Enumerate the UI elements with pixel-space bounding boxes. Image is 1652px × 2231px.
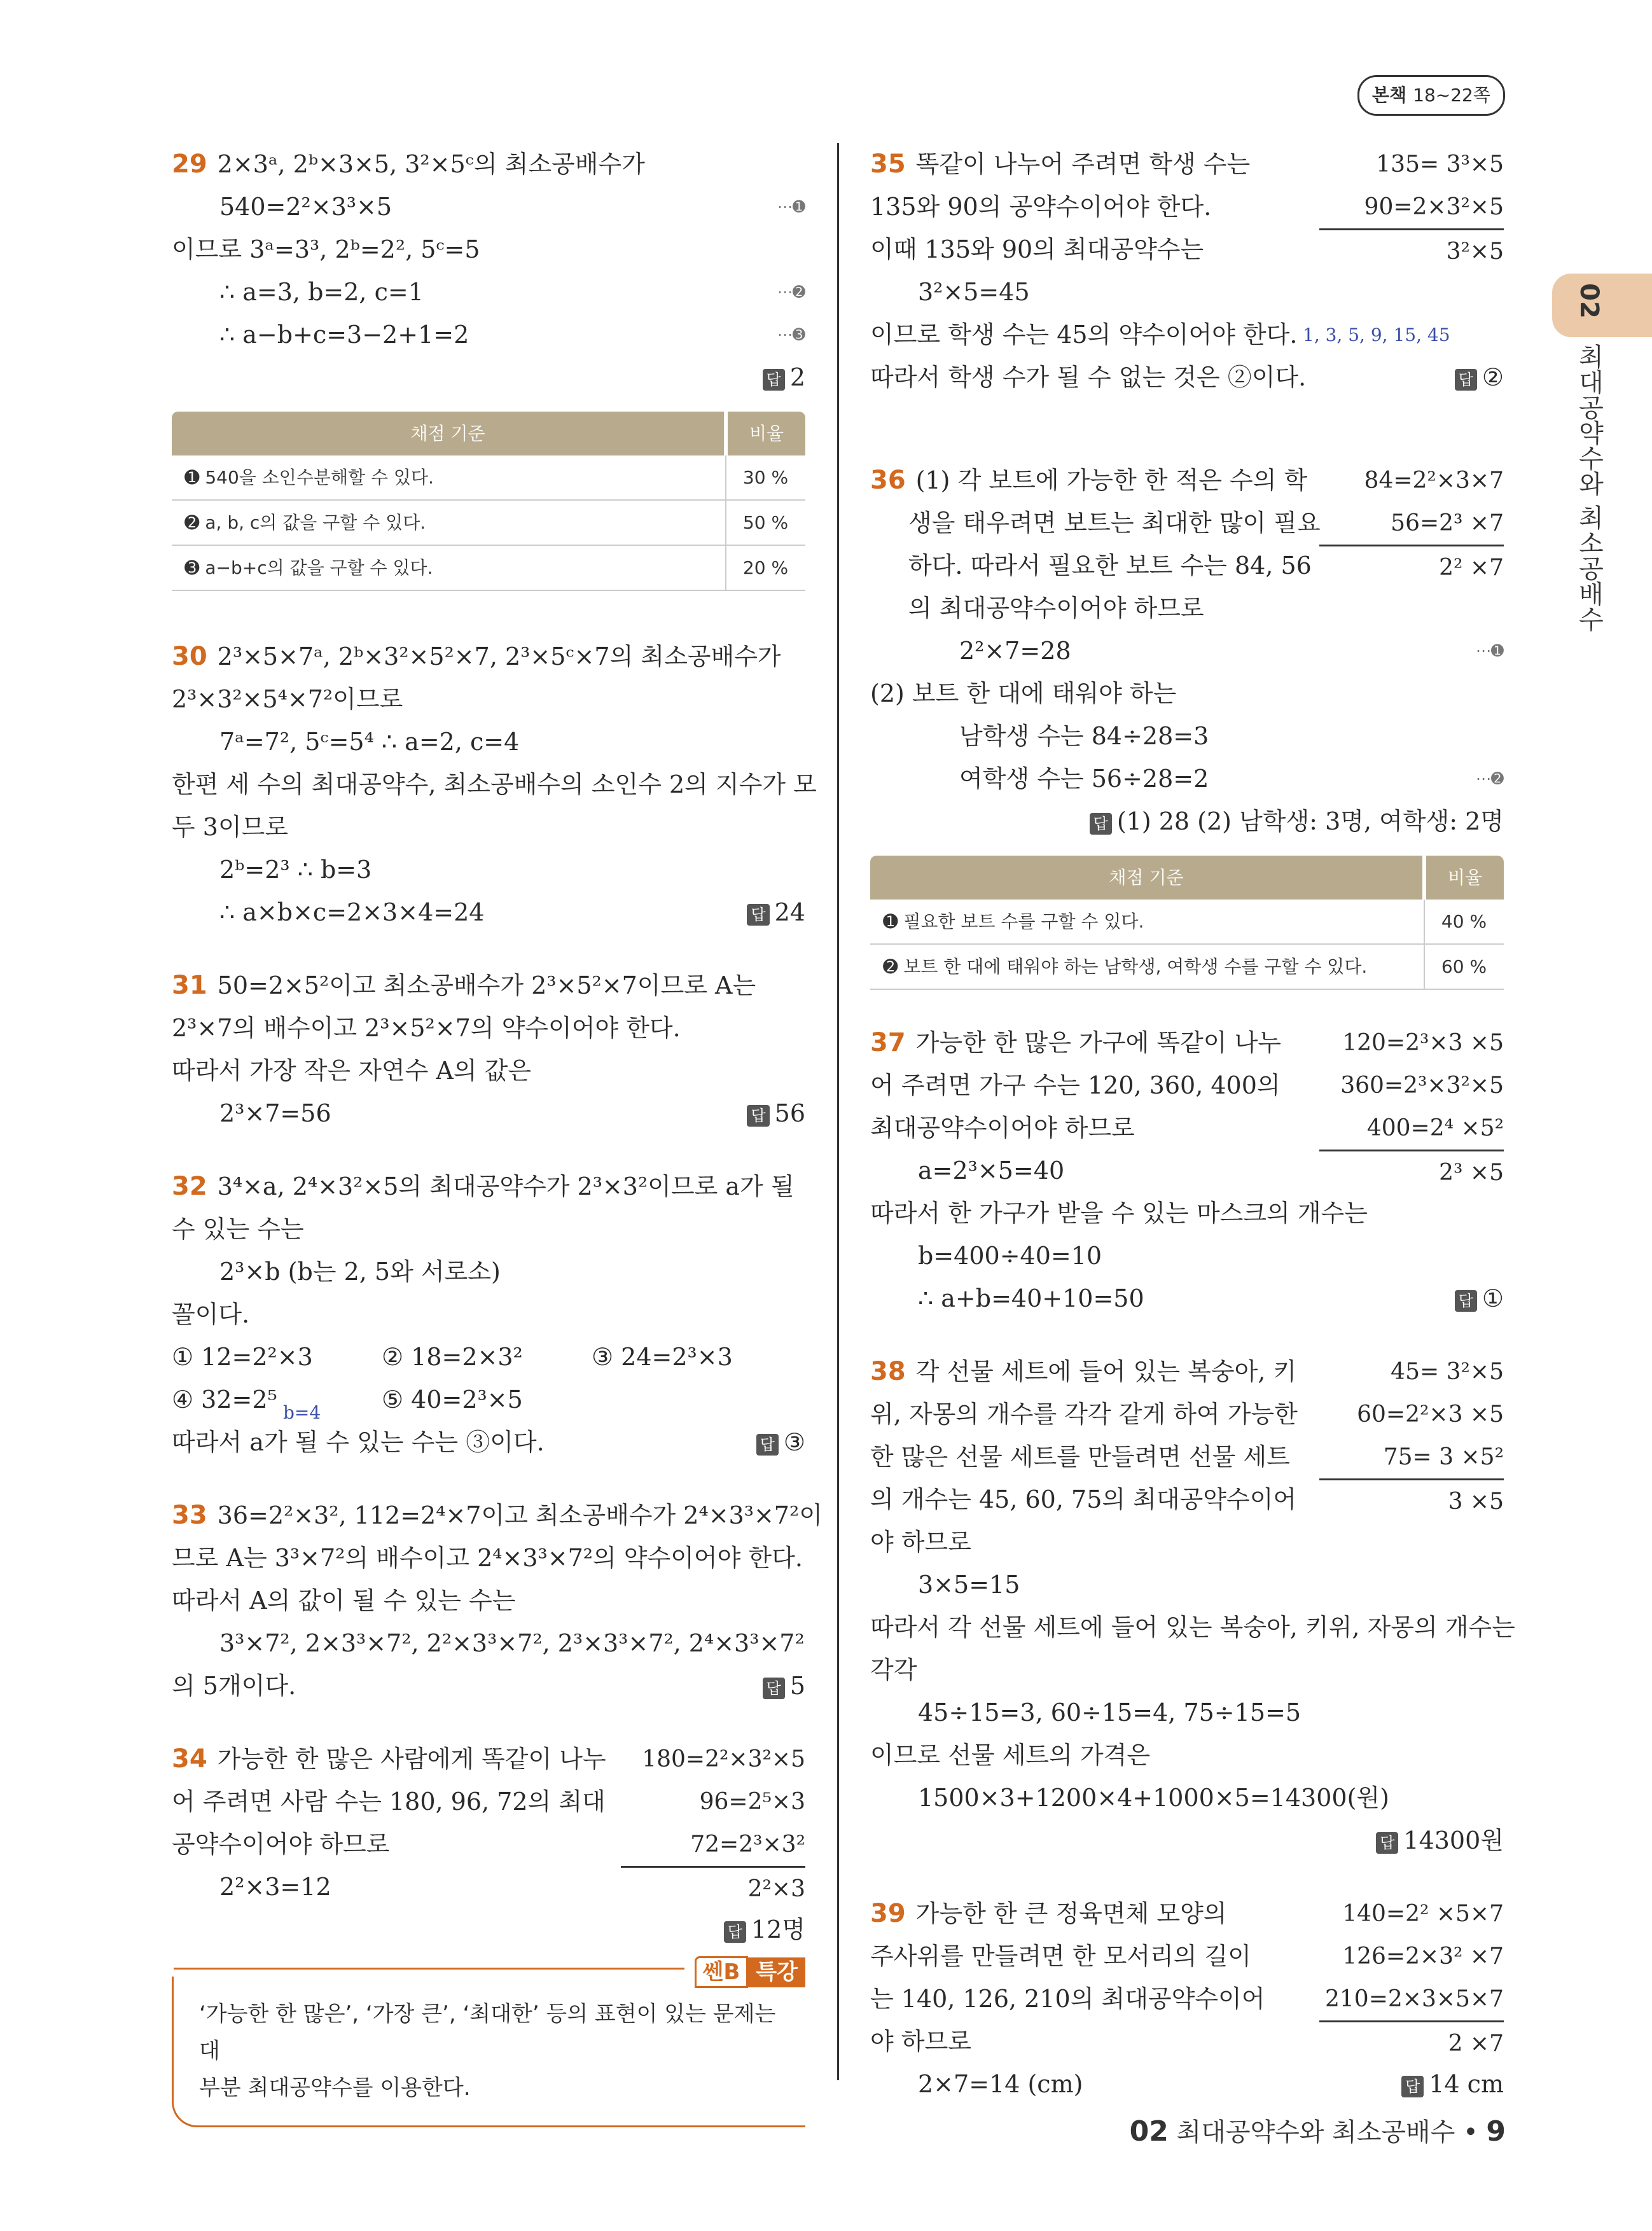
gcd-calculation — [1319, 1351, 1504, 1523]
answer-icon: 답 — [763, 1678, 785, 1699]
book-label: 본책 — [1372, 85, 1407, 106]
criteria-text: ➋ 보트 한 대에 태워야 하는 남학생, 여학생 수를 구할 수 있다. — [870, 944, 1424, 989]
text-line: 따라서 가장 작은 자연수 A의 값은 — [172, 1057, 532, 1085]
calc-row: 126=2×3² ×7 — [1342, 1943, 1504, 1970]
step-marker: ⋯➊ — [1475, 642, 1504, 660]
answer-icon: 답 — [763, 369, 785, 391]
column-divider — [837, 143, 839, 2080]
footer-separator: • — [1463, 2118, 1478, 2147]
text-line: 따라서 한 가구가 받을 수 있는 마스크의 개수는 — [870, 1199, 1368, 1227]
problem-35 — [870, 143, 1504, 399]
text-line: ∴ a=3, b=2, c=1 — [219, 278, 424, 306]
text-line: 최대공약수이어야 하므로 — [870, 1114, 1135, 1142]
book-pages: 18~22쪽 — [1413, 85, 1490, 106]
problem-29 — [172, 143, 805, 591]
text-line: 7ᵃ=7², 5ᶜ=5⁴ ∴ a=2, c=4 — [219, 728, 520, 756]
text-line: 3²×5=45 — [918, 278, 1030, 306]
text-line: 남학생 수는 84÷28=3 — [959, 722, 1209, 750]
option-3: ③ 24=2³×3 — [592, 1343, 733, 1371]
text-line: (2) 보트 한 대에 태워야 하는 — [870, 679, 1177, 707]
answer-value: ② — [1482, 363, 1504, 391]
step-marker: ⋯➊ — [777, 198, 805, 216]
text-line: 각각 — [870, 1656, 917, 1684]
text-line: a=2³×5=40 — [918, 1157, 1065, 1185]
text-line: 위, 자몽의 개수를 각각 같게 하여 가능한 — [870, 1400, 1298, 1428]
text-line: 의 최대공약수이어야 하므로 — [908, 594, 1204, 622]
criteria-row — [870, 900, 1504, 944]
answer-value: ③ — [783, 1428, 805, 1456]
answer-icon: 답 — [747, 1105, 769, 1127]
text-line: 여학생 수는 56÷28=2 — [959, 765, 1209, 793]
text-line: 의 5개이다. — [172, 1672, 296, 1700]
handwritten-note: b=4 — [283, 1402, 321, 1423]
text-line: 두 3이므로 — [172, 813, 289, 841]
tip-header — [695, 1954, 805, 1991]
calc-result: 2²×3 — [621, 1866, 805, 1910]
calc-result: 2² ×7 — [1319, 545, 1504, 589]
text-line: 따라서 a가 될 수 있는 수는 ③이다. — [172, 1428, 545, 1456]
problem-30 — [172, 636, 817, 934]
text-line: 야 하므로 — [870, 2027, 971, 2055]
text-line: ∴ a−b+c=3−2+1=2 — [219, 321, 469, 349]
chapter-tab-title: 최대공약수와 최소공배수 — [1574, 344, 1604, 632]
right-column — [870, 143, 1515, 2136]
calc-row: 135= 3³×5 — [1376, 151, 1504, 177]
problem-31 — [172, 964, 805, 1135]
text-line: 540=2²×3³×5 — [219, 193, 392, 221]
step-marker: ⋯➋ — [777, 283, 805, 301]
criteria-ratio: 30 % — [726, 455, 805, 500]
option-2: ② 18=2×3² — [382, 1343, 523, 1371]
criteria-ratio: 20 % — [726, 545, 805, 590]
calc-row: 120=2³×3 ×5 — [1342, 1030, 1504, 1056]
textbook-page-reference — [1357, 75, 1505, 116]
text-line: 꼴이다. — [172, 1300, 250, 1328]
calc-result: 3²×5 — [1319, 228, 1504, 273]
option-5: ⑤ 40=2³×5 — [382, 1386, 523, 1414]
gcd-calculation — [1319, 143, 1504, 273]
text-line: 한 많은 선물 세트를 만들려면 선물 세트 — [870, 1443, 1290, 1471]
text-line: 3⁴×a, 2⁴×3²×5의 최대공약수가 2³×3²이므로 a가 될 — [217, 1172, 795, 1200]
criteria-row — [172, 455, 805, 500]
text-line: 어 주려면 사람 수는 180, 96, 72의 최대 — [172, 1788, 606, 1816]
grading-criteria-table — [870, 856, 1504, 990]
text-line: 야 하므로 — [870, 1528, 971, 1556]
answer-icon: 답 — [1455, 1290, 1477, 1312]
problem-37 — [870, 1022, 1504, 1320]
calc-row: 400=2⁴ ×5² — [1366, 1115, 1504, 1141]
left-column — [172, 143, 823, 2158]
problem-number: 32 — [172, 1172, 207, 1201]
text-line: 135와 90의 공약수이어야 한다. — [870, 193, 1212, 221]
footer-chapter-title: 최대공약수와 최소공배수 — [1176, 2118, 1455, 2147]
answer-value: ① — [1482, 1284, 1504, 1312]
answer-value: 14 cm — [1429, 2070, 1504, 2098]
criteria-row — [172, 500, 805, 545]
text-line: 이때 135와 90의 최대공약수는 — [870, 235, 1204, 263]
calc-row: 140=2² ×5×7 — [1342, 1901, 1504, 1927]
problem-number: 38 — [870, 1357, 906, 1386]
text-line: 가능한 한 많은 사람에게 똑같이 나누 — [217, 1745, 606, 1773]
answer-icon: 답 — [1455, 369, 1477, 391]
text-line: ∴ a×b×c=2×3×4=24 — [219, 898, 485, 926]
handwritten-note: 1, 3, 5, 9, 15, 45 — [1303, 324, 1450, 345]
text-line: 이므로 선물 세트의 가격은 — [870, 1741, 1151, 1769]
gcd-calculation — [621, 1738, 805, 1910]
problem-36 — [870, 459, 1504, 990]
problem-33 — [172, 1494, 823, 1707]
answer-value: 2 — [789, 363, 805, 391]
answer-value: 56 — [774, 1099, 805, 1127]
text-line: 공약수이어야 하므로 — [172, 1830, 390, 1858]
text-line: 따라서 각 선물 세트에 들어 있는 복숭아, 키위, 자몽의 개수는 — [870, 1613, 1515, 1641]
tip-border — [174, 1968, 684, 1970]
calc-row: 84=2²×3×7 — [1364, 468, 1504, 494]
problem-number: 36 — [870, 466, 906, 495]
problem-number: 29 — [172, 149, 207, 179]
text-line: 2×7=14 (cm) — [918, 2070, 1083, 2098]
calc-row: 90=2×3²×5 — [1364, 194, 1504, 220]
problem-38 — [870, 1351, 1515, 1862]
criteria-header: 채점 기준 — [870, 856, 1424, 900]
text-line: 따라서 A의 값이 될 수 있는 수는 — [172, 1587, 516, 1615]
text-line: 므로 A는 3³×7²의 배수이고 2⁴×3³×7²의 약수이어야 한다. — [172, 1544, 803, 1572]
step-marker: ⋯➌ — [777, 326, 805, 344]
text-line: 하다. 따라서 필요한 보트 수는 84, 56 — [908, 552, 1312, 580]
answer-value: 5 — [789, 1672, 805, 1700]
answer-value: 12명 — [751, 1915, 805, 1943]
tip-tag-brand: 쎈B — [695, 1956, 749, 1988]
text-line: 2³×b (b는 2, 5와 서로소) — [219, 1258, 501, 1286]
answer-icon: 답 — [1376, 1832, 1398, 1854]
ratio-header: 비율 — [726, 412, 805, 455]
text-line: 2³×5×7ᵃ, 2ᵇ×3²×5²×7, 2³×5ᶜ×7의 최소공배수가 — [217, 643, 781, 671]
calc-row: 56=2³ ×7 — [1391, 510, 1504, 536]
problem-32 — [172, 1165, 805, 1464]
calc-result: 2³ ×5 — [1319, 1150, 1504, 1194]
text-line: 똑같이 나누어 주려면 학생 수는 — [915, 150, 1251, 178]
calc-row: 45= 3²×5 — [1391, 1359, 1504, 1385]
text-line: 2³×3²×5⁴×7²이므로 — [172, 685, 403, 713]
problem-39 — [870, 1893, 1504, 2106]
criteria-header: 채점 기준 — [172, 412, 726, 455]
text-line: 생을 태우려면 보트는 최대한 많이 필요 — [908, 509, 1321, 537]
text-line: 따라서 학생 수가 될 수 없는 것은 ②이다. — [870, 363, 1307, 391]
criteria-ratio: 40 % — [1424, 900, 1504, 944]
criteria-text: ➋ a, b, c의 값을 구할 수 있다. — [172, 500, 726, 545]
text-line: 2ᵇ=2³ ∴ b=3 — [219, 856, 372, 884]
text-line: 이므로 3ᵃ=3³, 2ᵇ=2², 5ᶜ=5 — [172, 235, 480, 263]
answer-icon: 답 — [1090, 813, 1112, 835]
problem-number: 37 — [870, 1028, 906, 1057]
text-line: 1500×3+1200×4+1000×5=14300(원) — [918, 1784, 1389, 1812]
criteria-text: ➊ 필요한 보트 수를 구할 수 있다. — [870, 900, 1424, 944]
gcd-calculation — [1319, 1022, 1504, 1194]
text-line: 2×3ᵃ, 2ᵇ×3×5, 3²×5ᶜ의 최소공배수가 — [217, 150, 645, 178]
text-line: 2³×7의 배수이고 2³×5²×7의 약수이어야 한다. — [172, 1014, 681, 1042]
text-line: 는 140, 126, 210의 최대공약수이어 — [870, 1985, 1265, 2013]
criteria-row — [870, 944, 1504, 989]
text-line: 이므로 학생 수는 45의 약수이어야 한다. — [870, 321, 1298, 349]
calc-result: 2 ×7 — [1319, 2020, 1504, 2065]
problem-number: 33 — [172, 1501, 207, 1530]
problem-number: 34 — [172, 1744, 207, 1774]
text-line: 45÷15=3, 60÷15=4, 75÷15=5 — [918, 1699, 1301, 1727]
tip-text: ‘가능한 한 많은’, ‘가장 큰’, ‘최대한’ 등의 표현이 있는 문제는 대 — [199, 2001, 776, 2064]
answer-icon: 답 — [756, 1434, 779, 1456]
calc-row: 210=2×3×5×7 — [1325, 1986, 1504, 2012]
page-footer — [1130, 2112, 1506, 2148]
text-line: 3×5=15 — [918, 1571, 1020, 1599]
text-line: (1) 각 보트에 가능한 한 적은 수의 학 — [915, 466, 1308, 494]
criteria-text: ➊ 540을 소인수분해할 수 있다. — [172, 455, 726, 500]
calc-row: 60=2²×3 ×5 — [1357, 1401, 1504, 1428]
text-line: 의 개수는 45, 60, 75의 최대공약수이어 — [870, 1485, 1297, 1513]
option-4: ④ 32=2⁵ — [172, 1386, 277, 1414]
tip-box — [172, 1959, 805, 2127]
text-line: 어 주려면 가구 수는 120, 360, 400의 — [870, 1071, 1281, 1099]
problem-number: 30 — [172, 642, 207, 671]
answer-value: 24 — [774, 898, 805, 926]
answer-value: (1) 28 (2) 남학생: 3명, 여학생: 2명 — [1116, 807, 1504, 835]
text-line: 50=2×5²이고 최소공배수가 2³×5²×7이므로 A는 — [217, 971, 756, 999]
chapter-tab-number: 02 — [1574, 283, 1604, 319]
grading-criteria-table — [172, 412, 805, 591]
gcd-calculation — [1319, 1893, 1504, 2065]
answer-value: 14300원 — [1403, 1826, 1504, 1854]
answer-icon: 답 — [1401, 2076, 1424, 2097]
text-line: 각 선물 세트에 들어 있는 복숭아, 키 — [915, 1358, 1297, 1386]
text-line: 가능한 한 큰 정육면체 모양의 — [915, 1900, 1227, 1928]
criteria-ratio: 50 % — [726, 500, 805, 545]
gcd-calculation — [1319, 459, 1504, 589]
text-line: 2²×3=12 — [219, 1873, 331, 1901]
criteria-ratio: 60 % — [1424, 944, 1504, 989]
text-line: 2²×7=28 — [959, 637, 1071, 665]
text-line: 2³×7=56 — [219, 1099, 331, 1127]
text-line: ∴ a+b=40+10=50 — [918, 1284, 1144, 1312]
calc-row: 72=2³×3² — [690, 1831, 805, 1858]
calc-row: 360=2³×3²×5 — [1340, 1073, 1504, 1099]
calc-row: 96=2⁵×3 — [699, 1789, 805, 1815]
text-line: 주사위를 만들려면 한 모서리의 길이 — [870, 1942, 1251, 1970]
answer-icon: 답 — [747, 904, 769, 926]
tip-text: 부분 최대공약수를 이용한다. — [199, 2075, 471, 2101]
option-1: ① 12=2²×3 — [172, 1343, 313, 1371]
ratio-header: 비율 — [1424, 856, 1504, 900]
text-line: 36=2²×3², 112=2⁴×7이고 최소공배수가 2⁴×3³×7²이 — [217, 1501, 823, 1529]
text-line: 한편 세 수의 최대공약수, 최소공배수의 소인수 2의 지수가 모 — [172, 770, 817, 798]
problem-number: 35 — [870, 149, 906, 179]
calc-row: 75= 3 ×5² — [1383, 1444, 1504, 1470]
text-line: 3³×7², 2×3³×7², 2²×3³×7², 2³×3³×7², 2⁴×3³×7² — [219, 1629, 805, 1657]
text-line: 가능한 한 많은 가구에 똑같이 나누 — [915, 1029, 1281, 1057]
chapter-tab — [1552, 274, 1652, 337]
text-line: 수 있는 수는 — [172, 1215, 304, 1243]
problem-number: 39 — [870, 1899, 906, 1928]
footer-chapter-number: 02 — [1129, 2115, 1169, 2148]
step-marker: ⋯➋ — [1475, 770, 1504, 788]
calc-result: 3 ×5 — [1319, 1478, 1504, 1523]
problem-34 — [172, 1738, 805, 2127]
tip-tag-label: 특강 — [748, 1957, 805, 1987]
answer-icon: 답 — [724, 1921, 746, 1943]
problem-number: 31 — [172, 971, 207, 1000]
page-number: 9 — [1486, 2115, 1506, 2148]
calc-row: 180=2²×3²×5 — [642, 1746, 805, 1772]
criteria-text: ➌ a−b+c의 값을 구할 수 있다. — [172, 545, 726, 590]
text-line: b=400÷40=10 — [918, 1242, 1102, 1270]
criteria-row — [172, 545, 805, 590]
